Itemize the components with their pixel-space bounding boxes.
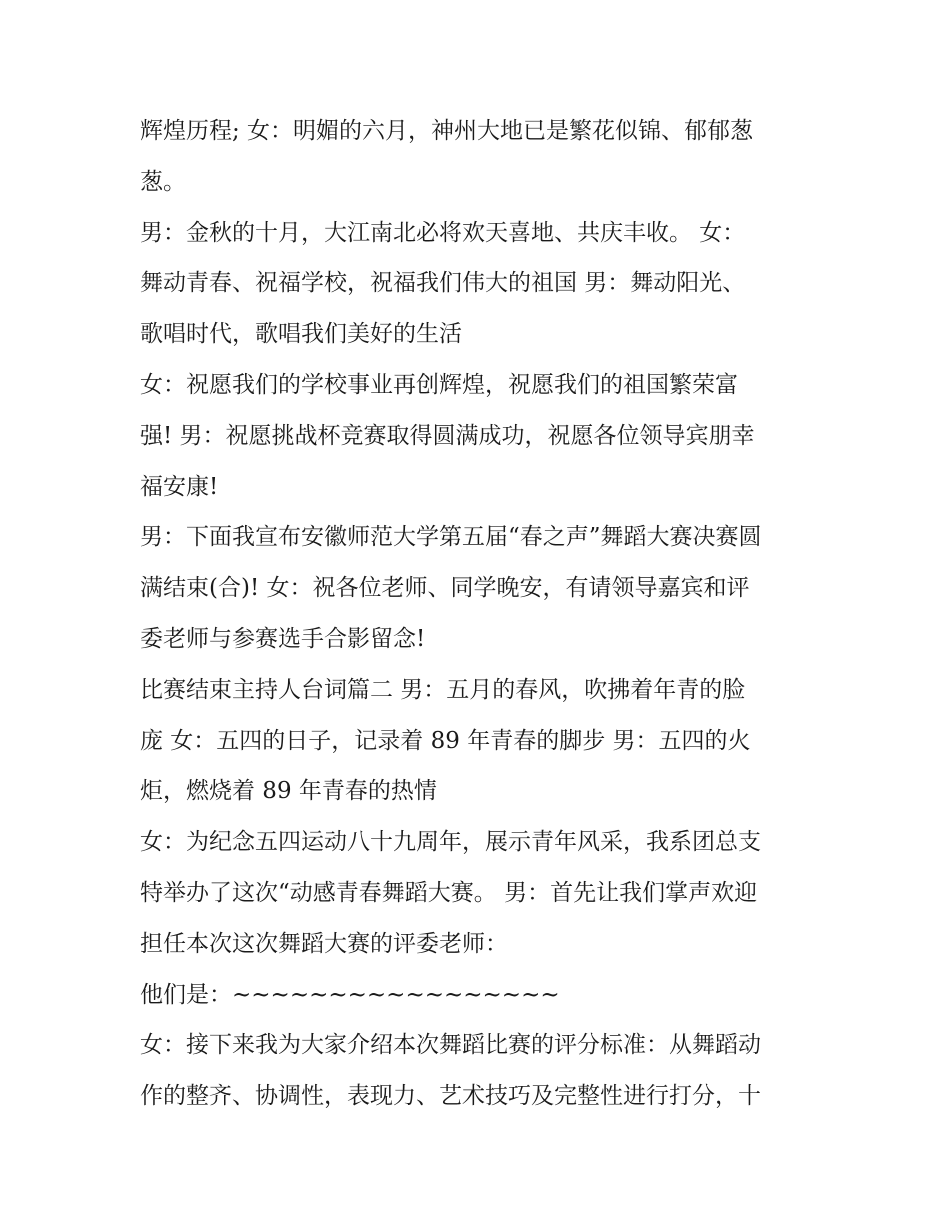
document-body: [140, 106, 820, 1122]
text-line: 辉煌历程; 女：明媚的六月，神州大地已是繁花似锦、郁郁葱: [140, 118, 754, 144]
text-line: 炬，燃烧着 89 年青春的热情: [140, 778, 437, 805]
text-line: 担任本次这次舞蹈大赛的评委老师：: [140, 930, 508, 957]
text-line: 委老师与参赛选手合影留念!: [140, 625, 426, 652]
text-line: 男：下面我宣布安徽师范大学第五届“春之声”舞蹈大赛决赛圆: [140, 524, 762, 551]
text-line: 福安康!: [140, 473, 219, 500]
text-line: 作的整齐、协调性，表现力、艺术技巧及完整性进行打分，十: [140, 1083, 761, 1110]
text-line: 庞 女：五四的日子，记录着 89 年青春的脚步 男：五四的火: [140, 727, 751, 754]
text-line: 葱。: [140, 168, 186, 195]
text-line: 女：祝愿我们的学校事业再创辉煌，祝愿我们的祖国繁荣富: [140, 371, 738, 398]
text-line: 满结束(合)! 女：祝各位老师、同学晚安，有请领导嘉宾和评: [140, 575, 750, 602]
text-line: 女：为纪念五四运动八十九周年，展示青年风采，我系团总支: [140, 829, 761, 856]
text-line: 男：金秋的十月，大江南北必将欢天喜地、共庆丰收。 女：: [140, 219, 746, 246]
text-line: 舞动青春、祝福学校，祝福我们伟大的祖国 男：舞动阳光、: [140, 270, 746, 297]
text-line: 强! 男：祝愿挑战杯竞赛取得圆满成功，祝愿各位领导宾朋幸: [140, 422, 755, 449]
text-line: 歌唱时代，歌唱我们美好的生活: [140, 321, 462, 348]
text-line: 特举办了这次“动感青春舞蹈大赛。 男：首先让我们掌声欢迎: [140, 879, 758, 906]
text-line: 比赛结束主持人台词篇二 男：五月的春风，吹拂着年青的脸: [140, 676, 746, 703]
text-line: 女：接下来我为大家介绍本次舞蹈比赛的评分标准：从舞蹈动: [140, 1032, 761, 1059]
text-line: 他们是：~~~~~~~~~~~~~~~~~: [140, 981, 560, 1008]
